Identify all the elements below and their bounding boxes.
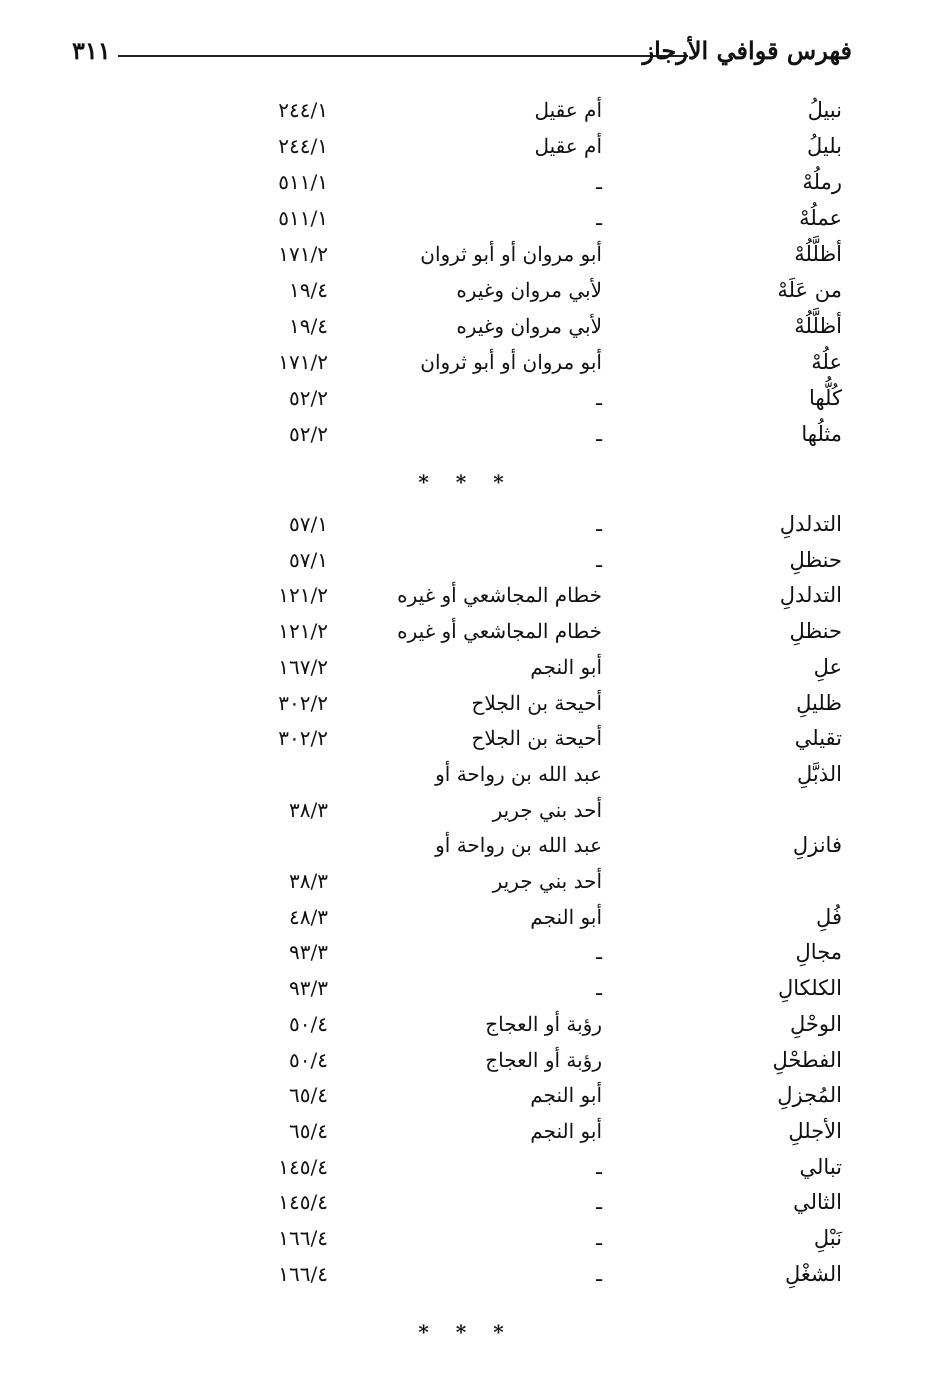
rhyme-word: التدلدلِ (779, 512, 842, 536)
volume-page-ref: ٣٠٢/٢ (278, 690, 328, 715)
index-row (0, 1119, 932, 1153)
index-row (0, 905, 932, 939)
page-header (72, 34, 852, 74)
volume-page-ref: ١٤٥/٤ (278, 1190, 328, 1215)
section-separator-1: * * * (418, 470, 514, 494)
poet-name: ـ (596, 1190, 602, 1215)
header-rule (118, 55, 688, 57)
volume-page-ref: ٥١١/١ (278, 206, 328, 230)
poet-name: عبد الله بن رواحة أو (435, 761, 602, 786)
poet-name: ـ (596, 512, 602, 536)
index-row (0, 350, 932, 384)
rhyme-word: من عَلَهْ (777, 278, 842, 302)
poet-name: أحد بني جرير (492, 869, 602, 893)
index-row (0, 583, 932, 617)
poet-name: ـ (596, 940, 602, 965)
volume-page-ref: ١٩/٤ (289, 314, 328, 338)
poet-name: رؤبة أو العجاج (485, 1011, 602, 1036)
rhyme-word: بليلُ (806, 134, 842, 158)
volume-page-ref: ٣٨/٣ (289, 869, 328, 893)
volume-page-ref: ١٢١/٢ (278, 619, 328, 644)
index-row (0, 655, 932, 689)
volume-page-ref: ٩٣/٣ (289, 976, 328, 1001)
volume-page-ref: ١٦٦/٤ (278, 1261, 328, 1286)
poet-name: أحيحة بن الجلاح (471, 690, 602, 715)
volume-page-ref: ٥٧/١ (289, 512, 328, 536)
poet-name: ـ (596, 386, 602, 410)
poet-name: أبو النجم (530, 1118, 602, 1143)
poet-name: أحيحة بن الجلاح (471, 726, 602, 751)
rhyme-word: فُلِ (816, 904, 842, 929)
volume-page-ref: ٥٠/٤ (289, 1047, 328, 1072)
index-row (0, 422, 932, 456)
poet-name: ـ (596, 1261, 602, 1286)
rhyme-word: مثلُها (801, 422, 842, 446)
rhyme-word: كُلُّها (808, 386, 842, 410)
poet-name: أبو النجم (530, 904, 602, 929)
volume-page-ref: ١٧١/٢ (278, 242, 328, 266)
rhyme-word: علُهْ (811, 350, 842, 374)
index-row (0, 278, 932, 312)
poet-name: ـ (596, 1154, 602, 1179)
rhyme-word: ظليلِ (796, 690, 842, 715)
poet-name: أحد بني جرير (492, 797, 602, 822)
index-row (0, 940, 932, 974)
index-row (0, 1012, 932, 1046)
volume-page-ref: ٦٥/٤ (289, 1118, 328, 1143)
rhyme-word: الشغْلِ (784, 1261, 842, 1286)
index-row (0, 548, 932, 582)
rhyme-word: الثالي (793, 1190, 842, 1215)
index-row (0, 833, 932, 867)
poet-name: أم عقيل (534, 134, 602, 158)
volume-page-ref: ٤٨/٣ (289, 904, 328, 929)
rhyme-word: تبالي (799, 1154, 842, 1179)
index-row (0, 134, 932, 168)
index-row (0, 691, 932, 725)
poet-name: عبد الله بن رواحة أو (435, 833, 602, 858)
poet-name: أبو مروان أو أبو ثروان (420, 242, 602, 266)
rhyme-word: الأجللِ (788, 1118, 842, 1143)
rhyme-word: أظلَّلُهْ (794, 242, 842, 266)
rhyme-word: نَبْلِ (813, 1226, 842, 1250)
poet-name: ـ (596, 976, 602, 1001)
rhyme-word: عملُهْ (799, 206, 842, 230)
volume-page-ref: ٢٤٤/١ (278, 134, 328, 158)
poet-name: لأبي مروان وغيره (456, 314, 602, 338)
page-title: فهرس قوافي الأرجاز (642, 36, 852, 65)
rhyme-word: المُجزلِ (777, 1083, 842, 1108)
index-row (0, 1083, 932, 1117)
rhyme-word: الفطحْلِ (772, 1047, 842, 1072)
volume-page-ref: ١٦٦/٤ (278, 1226, 328, 1250)
index-row (0, 1262, 932, 1296)
poet-name: ـ (596, 206, 602, 230)
rhyme-word: علِ (813, 654, 842, 679)
index-row (0, 512, 932, 546)
rhyme-word: نبيلُ (807, 98, 842, 122)
index-row (0, 314, 932, 348)
rhyme-word: التدلدلِ (779, 583, 842, 608)
poet-name: ـ (596, 1226, 602, 1250)
volume-page-ref: ٣٨/٣ (289, 797, 328, 822)
volume-page-ref: ٩٣/٣ (289, 940, 328, 965)
rhyme-word: الذبَّلِ (796, 761, 842, 786)
rhyme-word: الكلكالِ (777, 976, 842, 1001)
poet-name: ـ (596, 422, 602, 446)
index-row (0, 1226, 932, 1260)
index-row (0, 242, 932, 276)
poet-name: ـ (596, 547, 602, 572)
index-row (0, 976, 932, 1010)
rhyme-word: مجالِ (795, 940, 842, 965)
index-row (0, 726, 932, 760)
index-row (0, 1155, 932, 1189)
rhyme-word: حنظلِ (789, 619, 842, 644)
index-row (0, 762, 932, 796)
poet-name: أبو مروان أو أبو ثروان (420, 350, 602, 374)
rhyme-word: تقيلي (794, 726, 842, 751)
rhyme-word: فانزلِ (792, 833, 842, 858)
volume-page-ref: ٥٠/٤ (289, 1011, 328, 1036)
index-row (0, 170, 932, 204)
index-row (0, 206, 932, 240)
volume-page-ref: ٥٢/٢ (289, 386, 328, 410)
poet-name: ـ (596, 170, 602, 194)
volume-page-ref: ٣٠٢/٢ (278, 726, 328, 751)
rhyme-word: رملُهْ (802, 170, 842, 194)
index-row (0, 619, 932, 653)
volume-page-ref: ١٦٧/٢ (278, 654, 328, 679)
page-number: ٣١١ (72, 36, 111, 65)
volume-page-ref: ١٩/٤ (289, 278, 328, 302)
volume-page-ref: ١٢١/٢ (278, 583, 328, 608)
volume-page-ref: ٢٤٤/١ (278, 98, 328, 122)
volume-page-ref: ٥٢/٢ (289, 422, 328, 446)
index-row (0, 98, 932, 132)
index-row (0, 798, 932, 832)
volume-page-ref: ٥١١/١ (278, 170, 328, 194)
index-row (0, 869, 932, 903)
index-row (0, 386, 932, 420)
poet-name: أبو النجم (530, 1083, 602, 1108)
poet-name: أم عقيل (534, 98, 602, 122)
rhyme-word: أظلَّلُهْ (794, 314, 842, 338)
poet-name: خطام المجاشعي أو غيره (397, 583, 602, 608)
poet-name: أبو النجم (530, 654, 602, 679)
rhyme-word: حنظلِ (789, 547, 842, 572)
poet-name: رؤبة أو العجاج (485, 1047, 602, 1072)
volume-page-ref: ١٤٥/٤ (278, 1154, 328, 1179)
poet-name: خطام المجاشعي أو غيره (397, 619, 602, 644)
rhyme-word: الوحْلِ (790, 1011, 842, 1036)
poet-name: لأبي مروان وغيره (456, 278, 602, 302)
volume-page-ref: ١٧١/٢ (278, 350, 328, 374)
volume-page-ref: ٥٧/١ (289, 547, 328, 572)
section-separator-2: * * * (418, 1320, 514, 1344)
volume-page-ref: ٦٥/٤ (289, 1083, 328, 1108)
index-row (0, 1048, 932, 1082)
index-row (0, 1190, 932, 1224)
